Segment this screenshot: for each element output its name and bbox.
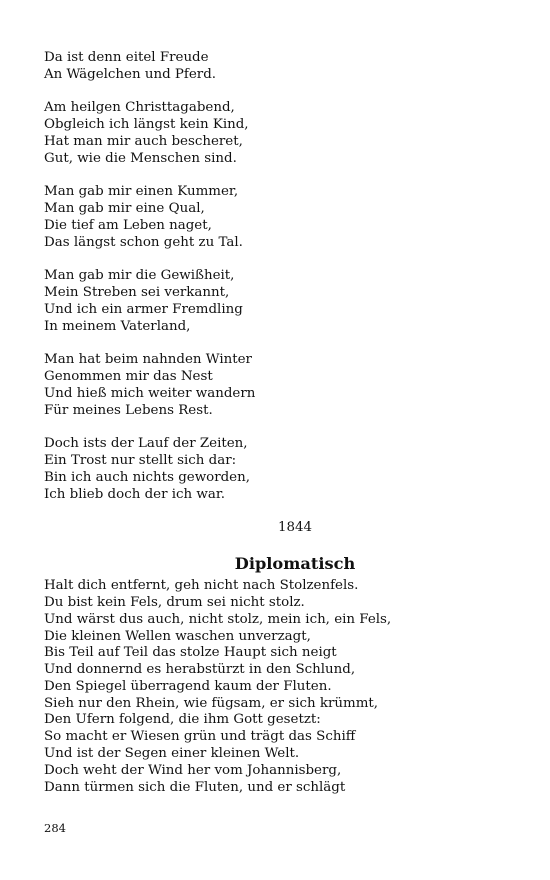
verse-line: Man gab mir die Gewißheit, [44, 268, 235, 284]
verse-line: Ich blieb doch der ich war. [44, 486, 226, 502]
verse-line: Du bist kein Fels, drum sei nicht stolz. [44, 594, 305, 610]
verse-line: Den Ufern folgend, die ihm Gott gesetzt: [44, 712, 321, 728]
verse-line: Die tief am Leben naget, [44, 217, 212, 233]
verse-line: An Wägelchen und Pferd. [44, 66, 217, 82]
verse-line: Obgleich ich längst kein Kind, [44, 117, 249, 133]
verse-line: So macht er Wiesen grün und trägt das Schiff [44, 729, 356, 745]
poem-diplomatisch-body [44, 578, 514, 796]
stanza [44, 436, 514, 503]
verse-line: Bin ich auch nichts geworden, [44, 469, 250, 485]
verse-line: Gut, wie die Menschen sind. [44, 150, 237, 166]
stanza [44, 50, 514, 84]
verse-line: In meinem Vaterland, [44, 318, 191, 334]
verse-line: Und hieß mich weiter wandern [44, 385, 256, 401]
poem-continued [44, 50, 514, 504]
verse-line: Und wärst dus auch, nicht stolz, mein ich, ein Fels, [44, 611, 392, 627]
stanza [44, 268, 514, 335]
verse-line: Und ist der Segen einer kleinen Welt. [44, 746, 300, 762]
verse-line: Und donnernd es herabstürzt in den Schlund, [44, 662, 356, 678]
verse-line: Man hat beim nahnden Winter [44, 352, 252, 368]
verse-line: Man gab mir einen Kummer, [44, 184, 239, 200]
poem-date: 1844 [277, 520, 313, 536]
page-number: 284 [44, 821, 66, 835]
verse-line: Doch weht der Wind her vom Johannisberg, [44, 762, 342, 778]
poem-title: Diplomatisch [234, 554, 356, 574]
verse-line: Mein Streben sei verkannt, [44, 285, 230, 301]
verse-line: Halt dich entfernt, geh nicht nach Stolzenfels. [44, 578, 359, 594]
verse-line: Dann türmen sich die Fluten, und er schlägt [44, 779, 346, 795]
verse-line: Für meines Lebens Rest. [44, 402, 213, 418]
page-content [44, 50, 514, 796]
verse-line: Am heilgen Christtagabend, [44, 100, 235, 116]
verse-line: Das längst schon geht zu Tal. [44, 234, 243, 250]
stanza [44, 184, 514, 251]
verse-line: Da ist denn eitel Freude [44, 50, 209, 65]
verse-line: Bis Teil auf Teil das stolze Haupt sich neigt [44, 645, 337, 661]
verse-line: Doch ists der Lauf der Zeiten, [44, 436, 248, 452]
verse-line: Ein Trost nur stellt sich dar: [44, 453, 237, 469]
stanza [44, 352, 514, 419]
stanza [44, 100, 514, 167]
verse-line: Und ich ein armer Fremdling [44, 301, 243, 317]
verse-line: Die kleinen Wellen waschen unverzagt, [44, 628, 311, 644]
verse-line: Genommen mir das Nest [44, 369, 213, 385]
verse-line: Sieh nur den Rhein, wie fügsam, er sich krümmt, [44, 695, 379, 711]
verse-line: Den Spiegel überragend kaum der Fluten. [44, 678, 332, 694]
verse-line: Hat man mir auch bescheret, [44, 133, 243, 149]
verse-line: Man gab mir eine Qual, [44, 201, 205, 217]
